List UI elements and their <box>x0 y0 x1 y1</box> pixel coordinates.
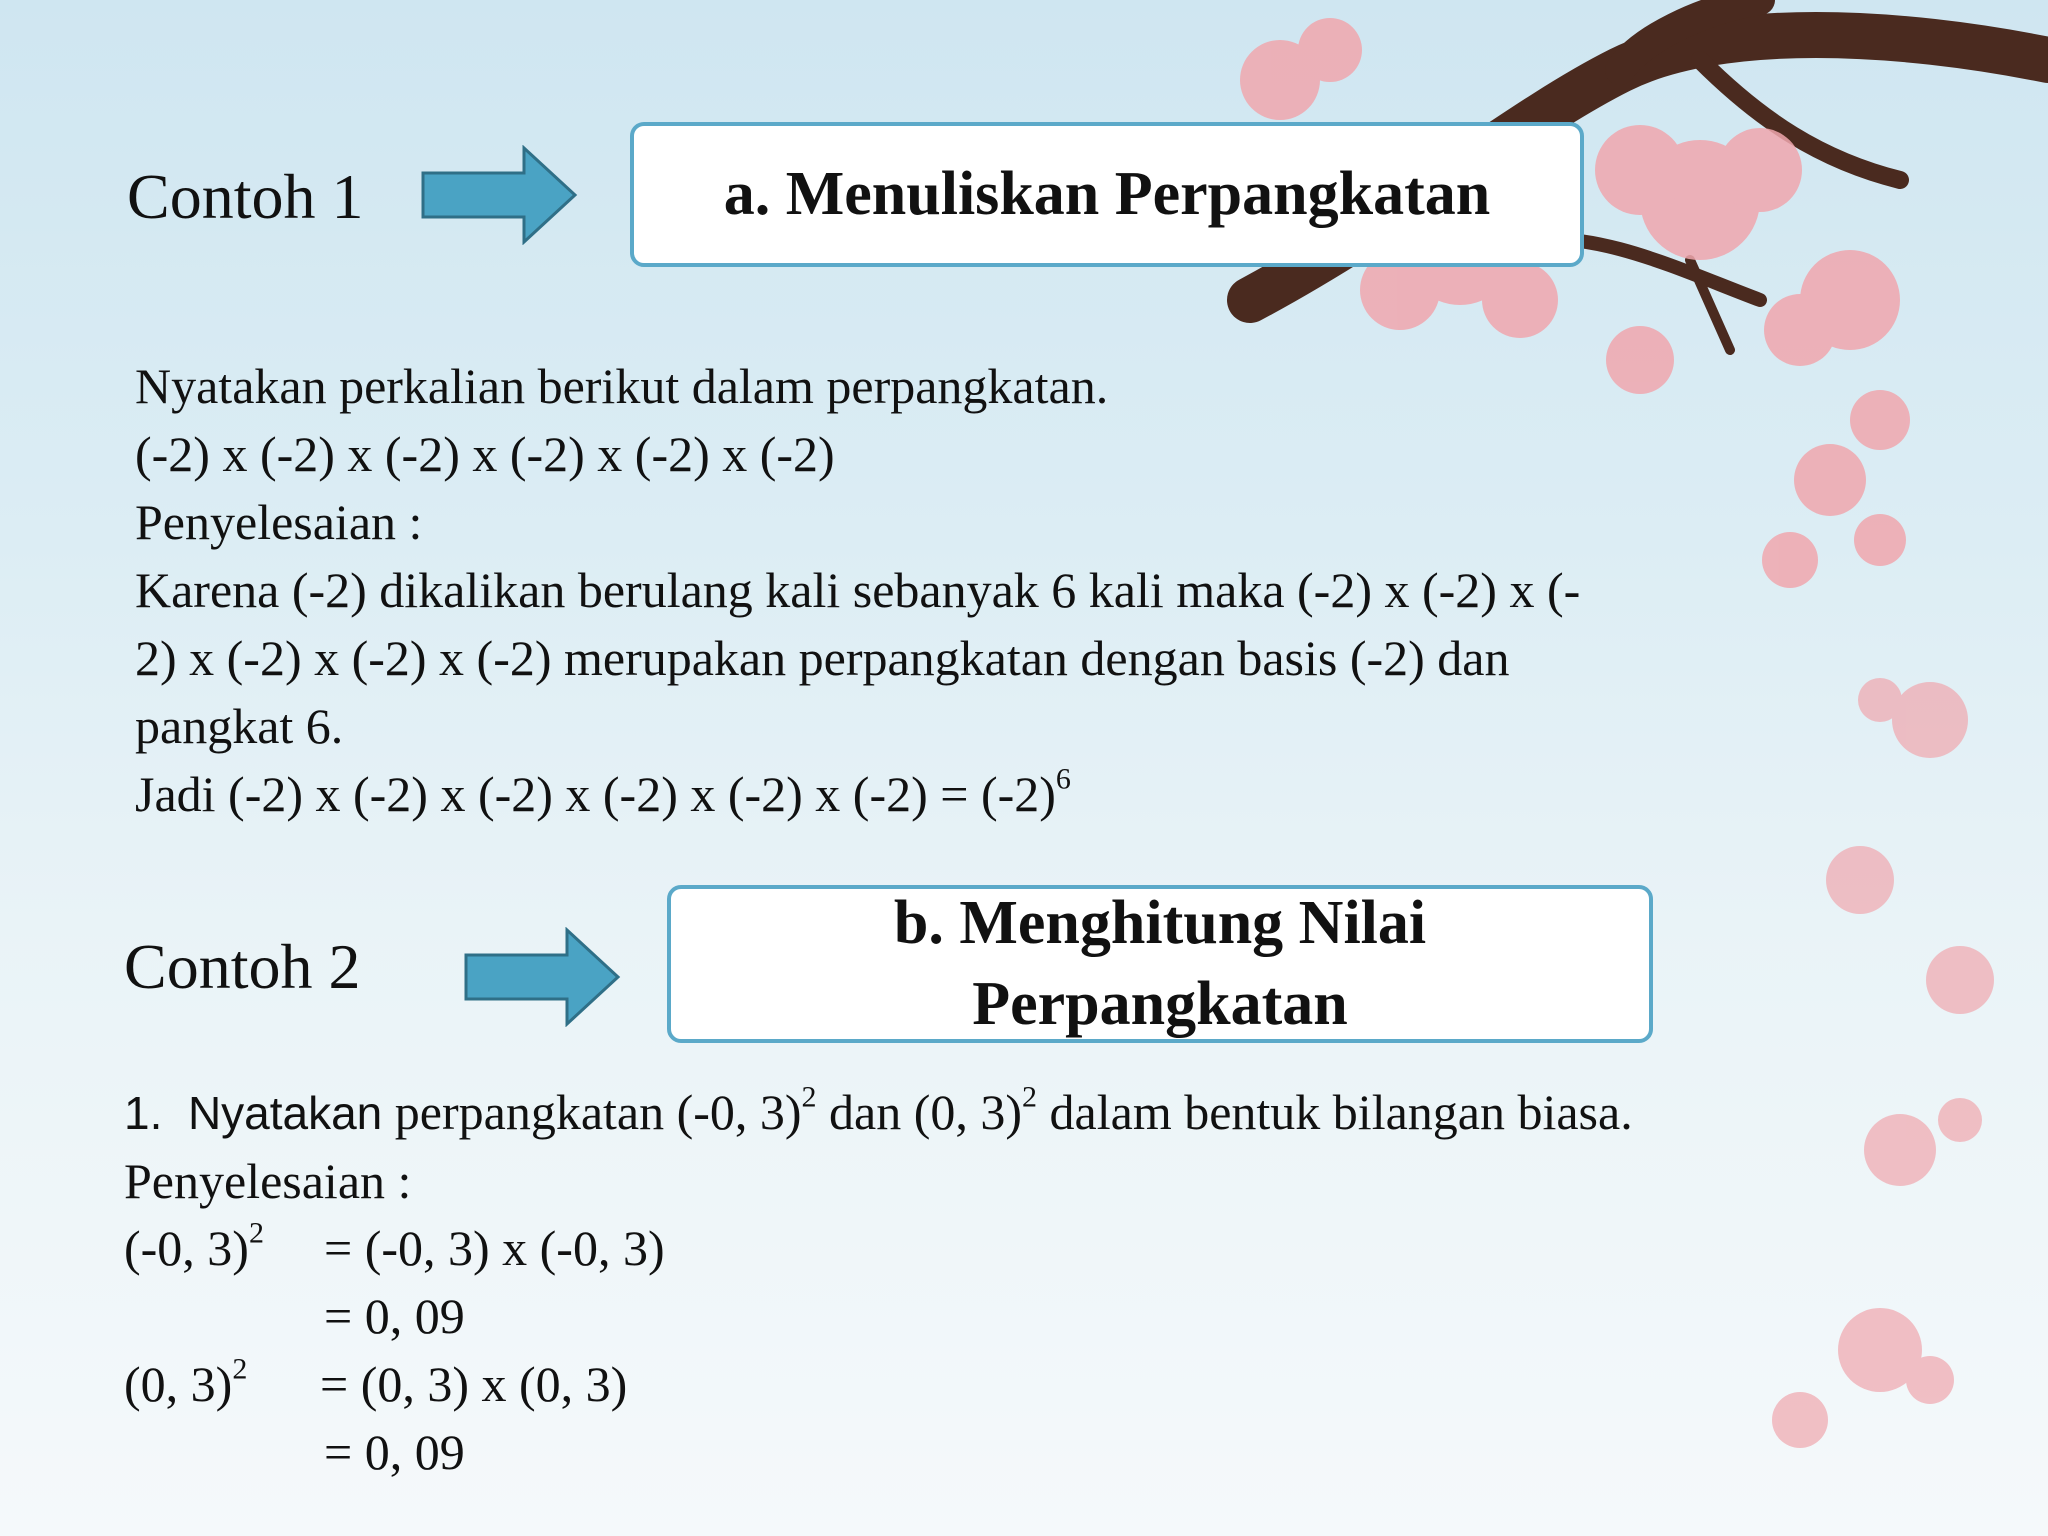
conclusion-base: Jadi (-2) x (-2) x (-2) x (-2) x (-2) x (-2) = (-2) <box>135 766 1056 822</box>
solution-label: Penyelesaian : <box>124 1153 412 1209</box>
calc-row <box>124 1350 1024 1418</box>
calc-2-rhs: = (0, 3) x (0, 3) <box>320 1356 628 1412</box>
section-b-title-line1: b. Menghitung Nilai <box>893 889 1427 958</box>
calc-1-result: = 0, 09 <box>324 1288 465 1344</box>
section-b-title <box>667 885 1653 1043</box>
example-1-label: Contoh 1 <box>127 161 364 232</box>
conclusion-exponent: 6 <box>1055 762 1071 796</box>
example-1-line: Penyelesaian : <box>135 494 423 550</box>
section-b-title-line2: Perpangkatan <box>972 970 1348 1038</box>
example-2-body <box>124 1078 1633 1215</box>
example-1-line: Nyatakan perkalian berikut dalam perpangkatan. <box>135 358 1109 414</box>
calc-row <box>124 1282 1024 1350</box>
calc-2-result: = 0, 09 <box>324 1424 465 1480</box>
example-2-label: Contoh 2 <box>124 931 361 1002</box>
question-part1: perpangkatan (-0, 3) <box>382 1084 802 1140</box>
question-exponent-1: 2 <box>801 1080 817 1114</box>
question-part3: dalam bentuk bilangan biasa. <box>1037 1084 1633 1140</box>
calc-row <box>124 1214 1024 1282</box>
example-2-question <box>124 1078 1633 1147</box>
calc-row <box>124 1418 1024 1486</box>
question-exponent-2: 2 <box>1022 1080 1038 1114</box>
arrow-right-icon <box>463 927 623 1027</box>
question-part2: dan (0, 3) <box>816 1084 1023 1140</box>
example-1-line: (-2) x (-2) x (-2) x (-2) x (-2) x (-2) <box>135 426 835 482</box>
section-a-title: a. Menuliskan Perpangkatan <box>630 122 1584 267</box>
question-number: 1. <box>124 1087 163 1139</box>
example-1-line: 2) x (-2) x (-2) x (-2) merupakan perpangkatan dengan basis (-2) dan <box>135 630 1510 686</box>
calc-1-rhs: = (-0, 3) x (-0, 3) <box>324 1220 665 1276</box>
calculation-block <box>124 1214 1024 1486</box>
calc-2-lhs: (0, 3)$^2$ <box>124 1352 248 1412</box>
example-1-line: Karena (-2) dikalikan berulang kali sebanyak 6 kali maka (-2) x (-2) x (- <box>135 562 1581 618</box>
example-1-body <box>135 352 1580 828</box>
calc-1-lhs: (-0, 3)$^2$ <box>124 1216 264 1276</box>
question-word: Nyatakan <box>187 1087 383 1139</box>
example-1-conclusion <box>135 760 1580 828</box>
arrow-right-icon <box>420 145 580 245</box>
blossom-scatter-icon <box>1772 678 1994 1448</box>
example-1-line: pangkat 6. <box>135 698 344 754</box>
